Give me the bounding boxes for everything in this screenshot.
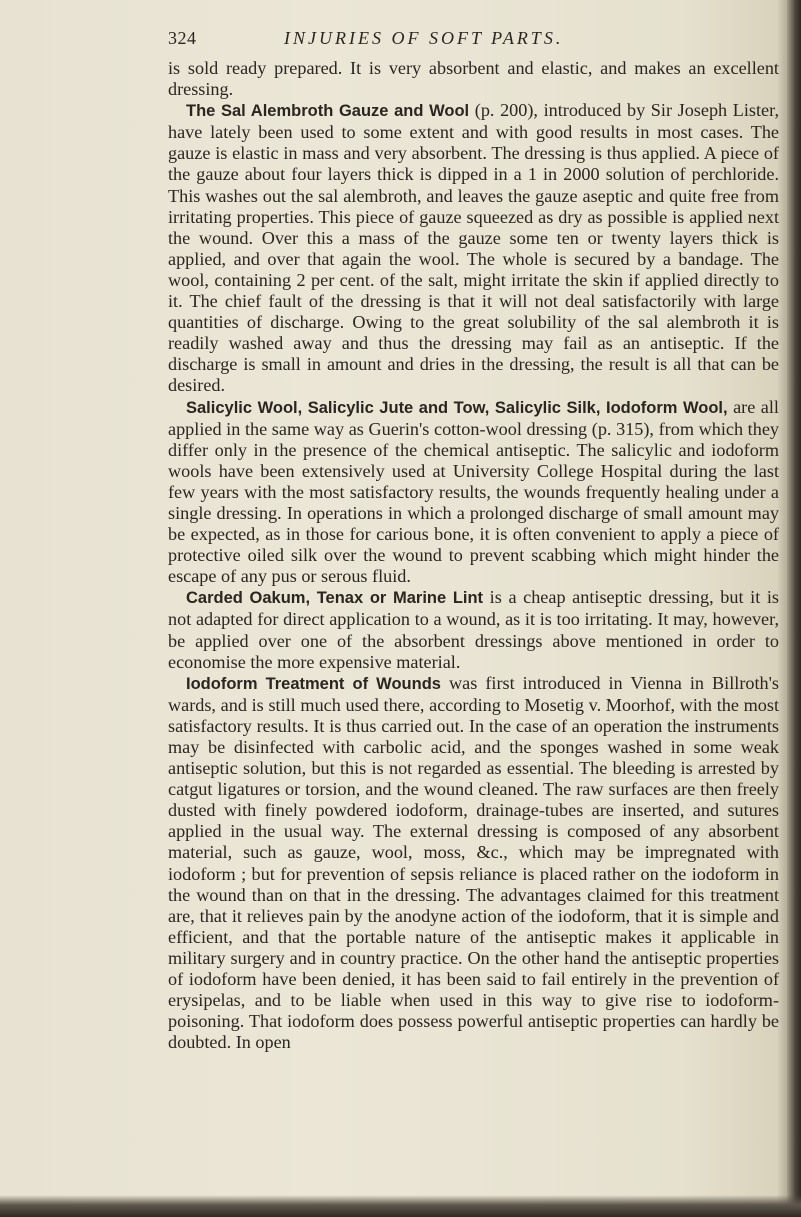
paragraph-salicylic-wool <box>168 397 779 588</box>
section-heading: Iodoform Treatment of Wounds <box>186 674 441 693</box>
page-header <box>168 18 768 48</box>
section-heading: The Sal Alembroth Gauze and Wool <box>186 102 470 121</box>
paragraph-text: is sold ready prepared. It is very absorbent and elastic, and makes an excellent dressing. <box>168 58 779 100</box>
paragraph-sal-alembroth <box>168 100 779 396</box>
paragraph-text: was first introduced in Vienna in Billroth's wards, and is still much used there, according to Mosetig v. Moorhof, with the most satisfactory results. It is thus carried out. In the case of an operation the instruments may be disinfected with carbolic acid, and the sponges washed in some weak antiseptic solution, but this is not regarded as essential. The bleeding is arrested by catgut ligatures or torsion, and the wound cleaned. The raw surfaces are then freely dusted with finely powdered iodoform, drainage-tubes are inserted, and sutures applied in the usual way. The external dressing is composed of any absorbent material, such as gauze, wool, moss, &c., which may be impregnated with iodoform ; but for prevention of sepsis reliance is placed rather on the iodoform in the wound than on that in the dressing. The advantages claimed for this treatment are, that it relieves pain by the anodyne action of the iodoform, that it is simple and efficient, and that the portable nature of the antiseptic makes it applicable in military surgery and in country practice. On the other hand the antiseptic properties of iodoform have been denied, it has been said to fail entirely in the prevention of erysipelas, and to be liable when used in this way to give rise to iodoform-poisoning. That iodoform does possess powerful antiseptic properties can hardly be doubted. In open <box>168 672 779 1053</box>
page-bottom-edge <box>0 1195 801 1217</box>
paragraph-text: are all applied in the same way as Guerin's cotton-wool dressing (p. 315), from which they differ only in the presence of the chemical antiseptic. The salicylic and iodoform wools have been extensively used at University College Hospital during the last few years with the most satisfactory results, the wounds frequently healing under a single dressing. In operations in which a prolonged discharge of small amount may be expected, as in those for carious bone, it is often convenient to apply a piece of protective oiled silk over the wound to prevent scabbing which might hinder the escape of any pus or serous fluid. <box>168 396 779 587</box>
section-heading: Carded Oakum, Tenax or Marine Lint <box>186 589 484 608</box>
body-text <box>168 58 779 1053</box>
paragraph-text: (p. 200), introduced by Sir Joseph Lister, have lately been used to some extent and with good results in most cases. The gauze is elastic in mass and very absorbent. The dressing is thus applied. A piece of the gauze about four layers thick is dipped in a 1 in 2000 solution of perchloride. This washes out the sal alembroth, and leaves the gauze aseptic and quite free from irritating properties. This piece of gauze squeezed as dry as possible is applied next the wound. Over this a mass of the gauze some ten or twenty layers thick is applied, and over that again the wool. The whole is secured by a bandage. The wool, containing 2 per cent. of the salt, might irritate the skin if applied directly to it. The chief fault of the dressing is that it will not deal satisfactorily with large quantities of discharge. Owing to the great solubility of the sal alembroth it is readily washed away and thus the dressing may fail as an antiseptic. If the discharge is small in amount and dries in the dressing, the result is all that can be desired. <box>168 100 779 396</box>
paragraph-text: is a cheap antiseptic dressing, but it is not adapted for direct application to a wound, as it is too irritating. It may, however, be applied over one of the absorbent dressings above mentioned in order to economise the more expensive material. <box>168 587 779 672</box>
binding-shadow <box>787 0 801 1217</box>
paragraph-continuation <box>168 58 779 100</box>
section-heading: Salicylic Wool, Salicylic Jute and Tow, Salicylic Silk, Iodoform Wool, <box>186 398 728 417</box>
running-head: INJURIES OF SOFT PARTS. <box>284 28 564 48</box>
paragraph-iodoform-treatment <box>168 673 779 1054</box>
paragraph-carded-oakum <box>168 587 779 672</box>
page-number: 324 <box>168 28 197 48</box>
